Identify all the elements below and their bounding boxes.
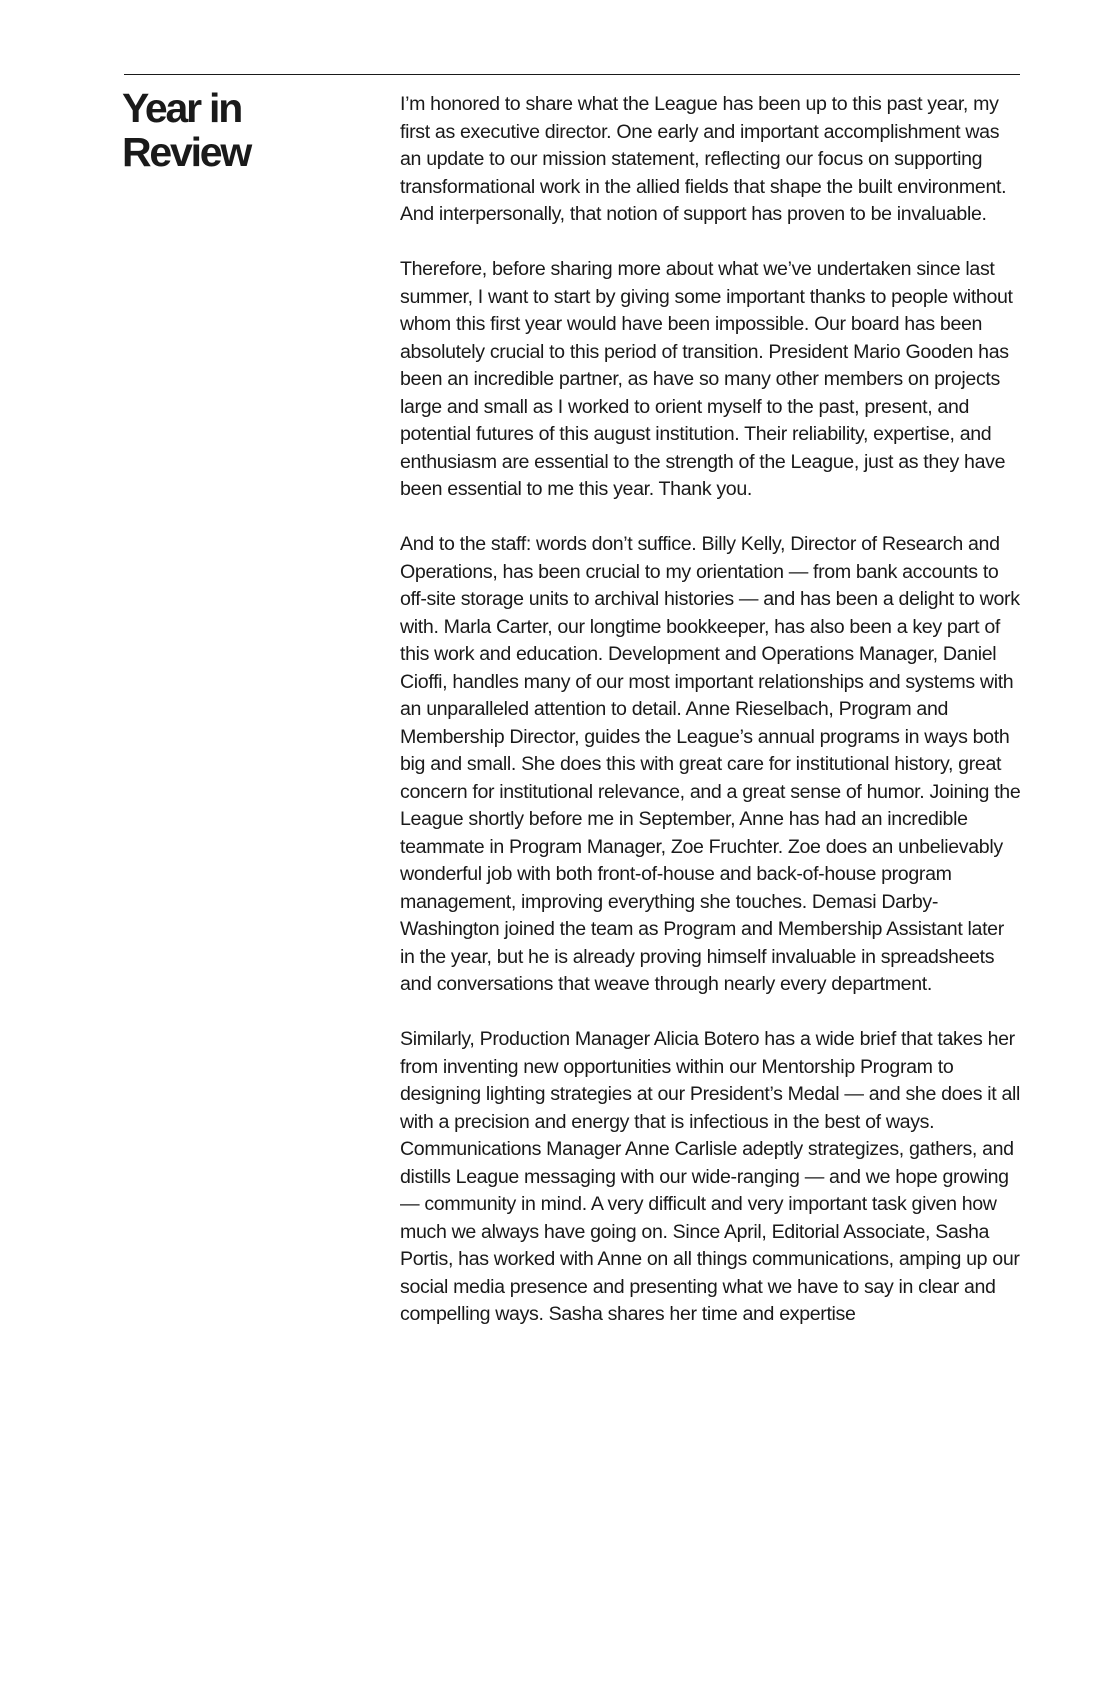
- page-title-line-2: Review: [122, 129, 251, 175]
- top-rule: [124, 74, 1020, 75]
- page-title: [122, 86, 362, 174]
- paragraph-production-communications: Similarly, Production Manager Alicia Botero has a wide brief that takes her from inventing new opportunities within our Mentorship Program to designing lighting strategies at our President’s Medal — and she does it all with a precision and energy that is infectious in the best of ways. Communications Manager Anne Carlisle adeptly strategizes, gathers, and distills League messaging with our wide-ranging — and we hope growing — community in mind. A very difficult and very important task given how much we always have going on. Since April, Editorial Associate, Sasha Portis, has worked with Anne on all things communications, amping up our social media presence and presenting what we have to say in clear and compelling ways. Sasha shares her time and expertise: [400, 1028, 1021, 1325]
- page-title-line-1: Year in: [122, 85, 242, 131]
- paragraph-staff-thanks: And to the staff: words don’t suffice. Billy Kelly, Director of Research and Operations, has been crucial to my orientation — from bank accounts to off-site storage units to archival histories — and has been a delight to work with. Marla Carter, our longtime bookkeeper, has also been a key part of this work and education. Development and Operations Manager, Daniel Cioffi, handles many of our most important relationships and systems with an unparalleled attention to detail. Anne Rieselbach, Program and Membership Director, guides the League’s annual programs in ways both big and small. She does this with great care for institutional history, great concern for institutional relevance, and a great sense of humor. Joining the League shortly before me in September, Anne has had an incredible teammate in Program Manager, Zoe Fruchter. Zoe does an unbelievably wonderful job with both front-of-house and back-of-house program management, improving everything she touches. Demasi Darby-Washington joined the team as Program and Membership Assistant later in the year, but he is already proving himself invaluable in spreadsheets and conversations that weave through nearly every department.: [400, 533, 1021, 995]
- body-text-column: [400, 91, 1022, 1329]
- paragraph-board-thanks: Therefore, before sharing more about what we’ve undertaken since last summer, I want to start by giving some important thanks to people without whom this first year would have been impossible. Our board has been absolutely crucial to this period of transition. President Mario Gooden has been an incredible partner, as have so many other members on projects large and small as I worked to orient myself to the past, present, and potential futures of this august institution. Their reliability, expertise, and enthusiasm are essential to the strength of the League, just as they have been essential to me this year. Thank you.: [400, 258, 1013, 500]
- paragraph-intro: I’m honored to share what the League has been up to this past year, my first as executive director. One early and important accomplishment was an update to our mission statement, reflecting our focus on supporting transformational work in the allied fields that shape the built environment. And interpersonally, that notion of support has proven to be invaluable.: [400, 93, 1007, 225]
